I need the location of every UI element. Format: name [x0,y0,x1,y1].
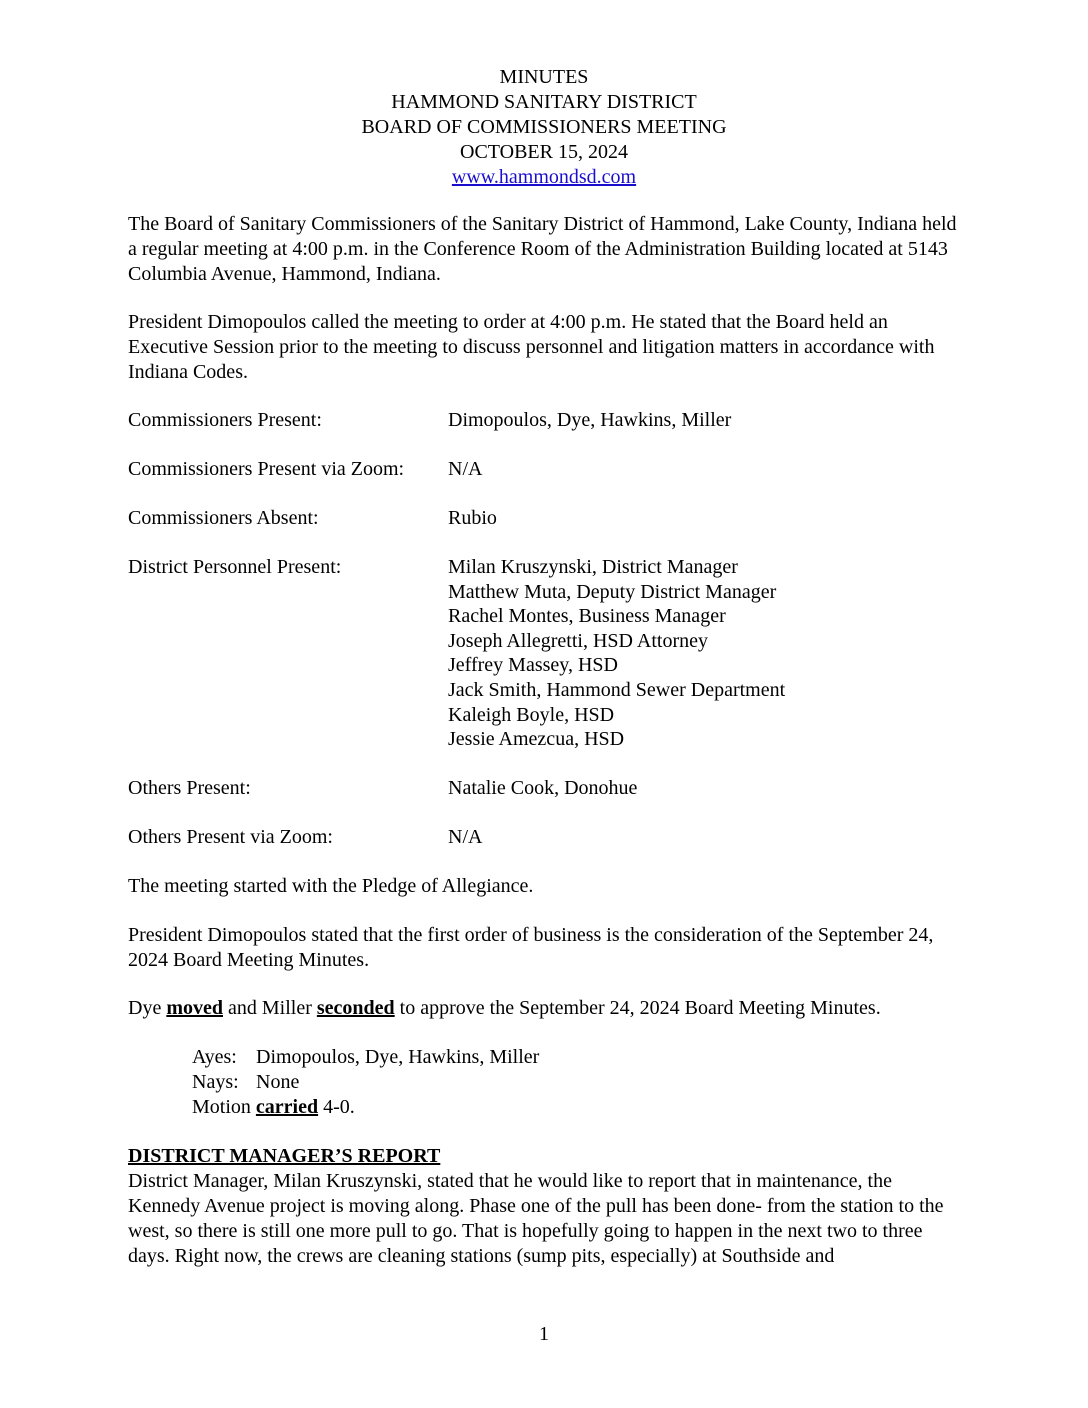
header-title: MINUTES [499,66,589,88]
ayes-line [192,1045,539,1070]
commissioners-present-label: Commissioners Present: [128,409,322,431]
ayes-label: Ayes: [192,1046,237,1068]
seconded-word: seconded [316,997,395,1019]
personnel-item: Jeffrey Massey, HSD [448,654,618,677]
header-date: OCTOBER 15, 2024 [460,141,628,163]
commissioners-zoom-label: Commissioners Present via Zoom: [128,458,405,480]
motion-and-text: and Miller [223,997,317,1019]
first-order-paragraph: President Dimopoulos stated that the first order of business is the consideration of the September 24, 2024 Board Meeting Minutes. [128,924,934,971]
carried-word: carried [255,1096,319,1118]
district-personnel-list [448,555,785,752]
nays-label: Nays: [192,1071,239,1093]
personnel-item: Kaleigh Boyle, HSD [448,703,615,726]
personnel-item: Rachel Montes, Business Manager [448,605,726,628]
others-present-label: Others Present: [128,777,251,799]
district-managers-report-paragraph: District Manager, Milan Kruszynski, stated that he would like to report that in maintenance, the Kennedy Avenue project is moving along. Phase one of the pull has been done- from the station to the west, so there is still one more pull to go. That is hopefully going to happen in the next two to three days. Right now, the crews are cleaning stations (sump pits, especially) at Southside and [128,1170,944,1267]
website-link[interactable]: www.hammondsd.com [451,166,637,188]
moved-word: moved [166,997,223,1019]
commissioners-absent-label: Commissioners Absent: [128,507,319,529]
pledge-paragraph: The meeting started with the Pledge of Allegiance. [128,875,534,897]
others-zoom-value: N/A [448,826,483,848]
personnel-item: Matthew Muta, Deputy District Manager [448,580,777,603]
minutes-header [0,65,1088,190]
page-number: 1 [539,1323,549,1345]
motion-rest: to approve the September 24, 2024 Board Meeting Minutes. [394,997,881,1019]
motion-suffix: 4-0. [318,1096,355,1118]
motion-mover: Dye [128,997,167,1019]
others-present-value: Natalie Cook, Donohue [448,777,638,799]
nays-value: None [256,1071,300,1093]
commissioners-absent-value: Rubio [448,507,497,529]
personnel-item: Jessie Amezcua, HSD [448,728,625,751]
personnel-item: Milan Kruszynski, District Manager [448,556,738,578]
motion-paragraph [128,996,968,1021]
personnel-item: Jack Smith, Hammond Sewer Department [448,678,786,701]
header-meeting-type: BOARD OF COMMISSIONERS MEETING [361,116,727,138]
commissioners-present-value: Dimopoulos, Dye, Hawkins, Miller [448,409,732,431]
intro-paragraph: The Board of Sanitary Commissioners of the Sanitary District of Hammond, Lake County, Indiana held a regular meeting at 4:00 p.m. in the Conference Room of the Administration Building located at 5143 Columbia Avenue, Hammond, Indiana. [128,213,957,285]
commissioners-zoom-value: N/A [448,458,483,480]
vote-block [192,1045,539,1120]
header-organization: HAMMOND SANITARY DISTRICT [391,91,697,113]
nays-line [192,1070,539,1095]
ayes-value: Dimopoulos, Dye, Hawkins, Miller [256,1046,540,1068]
call-to-order-paragraph: President Dimopoulos called the meeting to order at 4:00 p.m. He stated that the Board held an Executive Session prior to the meeting to discuss personnel and litigation matters in accordance with Indiana Codes. [128,311,935,383]
motion-result-line [192,1095,539,1120]
district-managers-report-heading: DISTRICT MANAGER’S REPORT [128,1145,441,1167]
personnel-item: Joseph Allegretti, HSD Attorney [448,629,708,652]
district-personnel-label: District Personnel Present: [128,556,342,578]
motion-prefix: Motion [192,1096,256,1118]
others-zoom-label: Others Present via Zoom: [128,826,333,848]
